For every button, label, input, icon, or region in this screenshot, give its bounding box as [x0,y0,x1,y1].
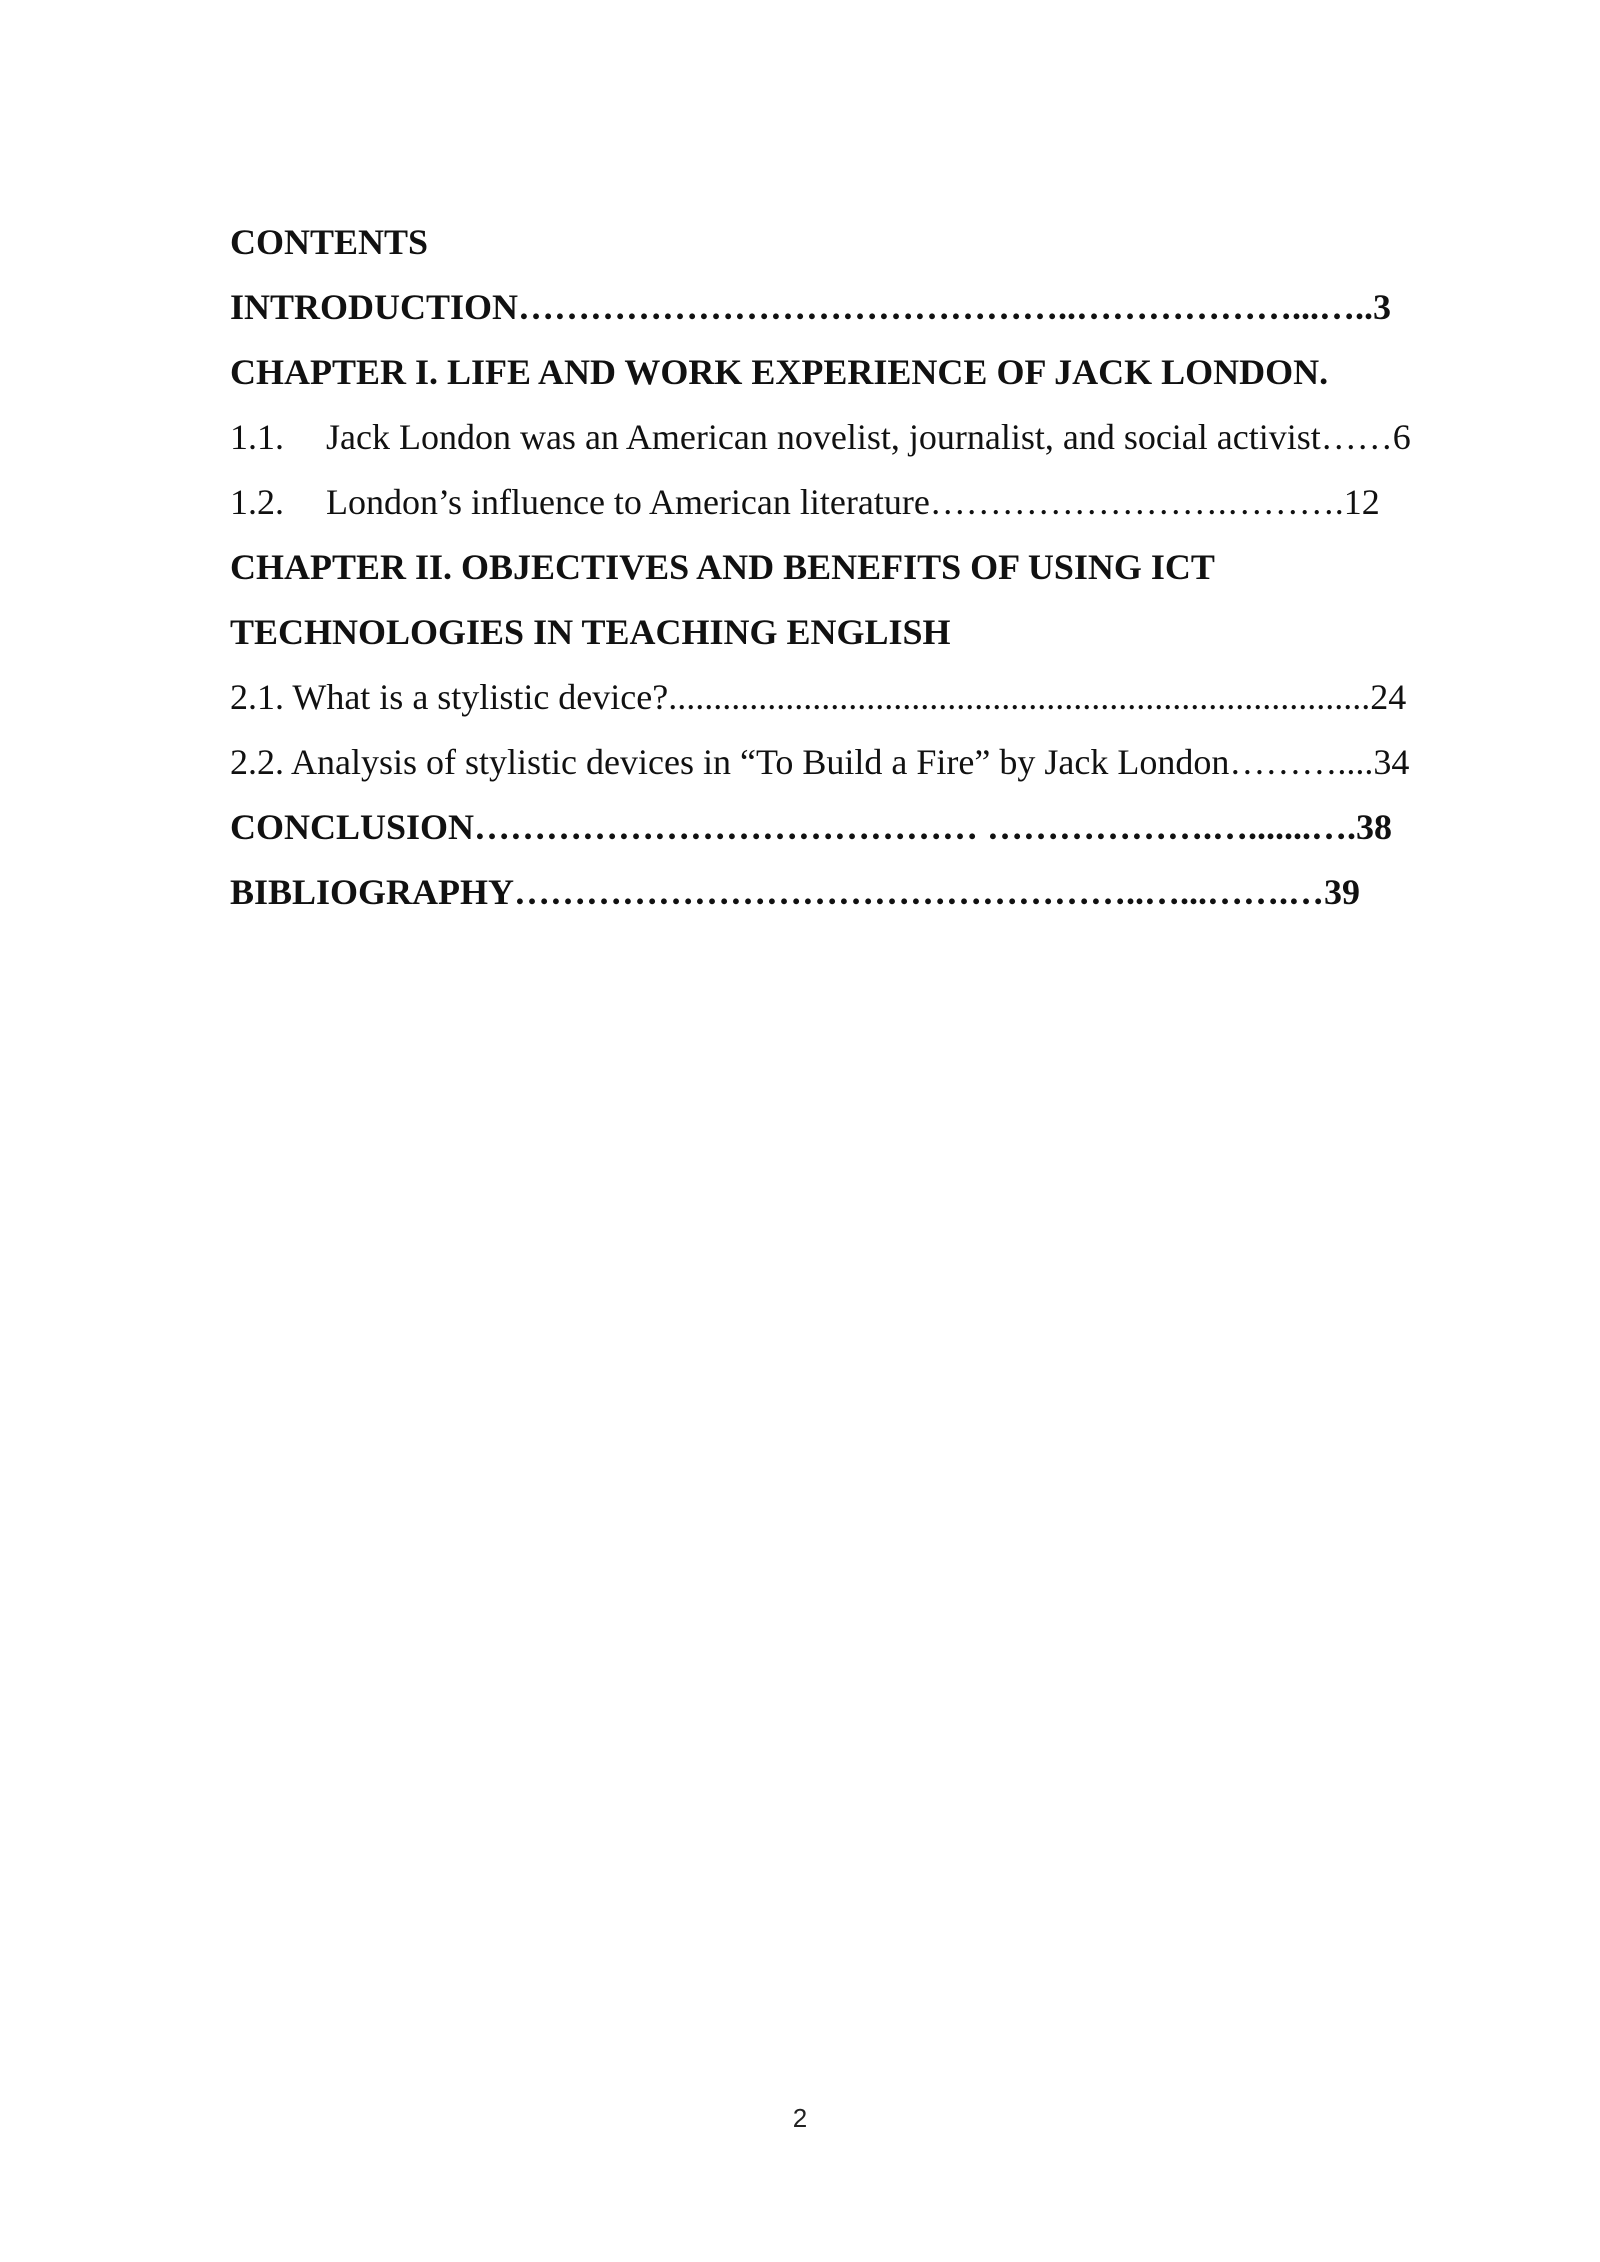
toc-entry-text: Jack London was an American novelist, journalist, and social activist……6 [326,417,1411,457]
toc-chapter-2-title-line-2: TECHNOLOGIES IN TEACHING ENGLISH [230,612,951,652]
toc-entry-2-1: 2.1. What is a stylistic device?..............................................................................24 [230,677,1407,717]
toc-entry-text: London’s influence to American literature…………………….……….12 [326,482,1380,522]
toc-entry-1-2 [230,470,1500,535]
toc-entry-number: 1.1. [230,417,284,457]
toc-entry-number: 1.2. [230,482,284,522]
toc-heading: CONTENTS [230,222,429,262]
toc-entry-introduction: INTRODUCTION………………………………………..………………...…..3 [230,287,1392,327]
toc-chapter-2-title-line-1: CHAPTER II. OBJECTIVES AND BENEFITS OF USING ICT [230,547,1215,587]
toc-entry-bibliography: BIBLIOGRAPHY……………………………………………..…...…….…39 [230,872,1361,912]
toc-entry-1-1 [230,405,1500,470]
table-of-contents [230,210,1500,925]
toc-entry-2-2: 2.2. Analysis of stylistic devices in “To Build a Fire” by Jack London………....34 [230,742,1410,782]
toc-entry-conclusion: CONCLUSION…………………………………… ……………….….......….38 [230,807,1393,847]
page-number: 2 [792,2103,808,2133]
toc-chapter-1-title: CHAPTER I. LIFE AND WORK EXPERIENCE OF JACK LONDON. [230,352,1329,392]
